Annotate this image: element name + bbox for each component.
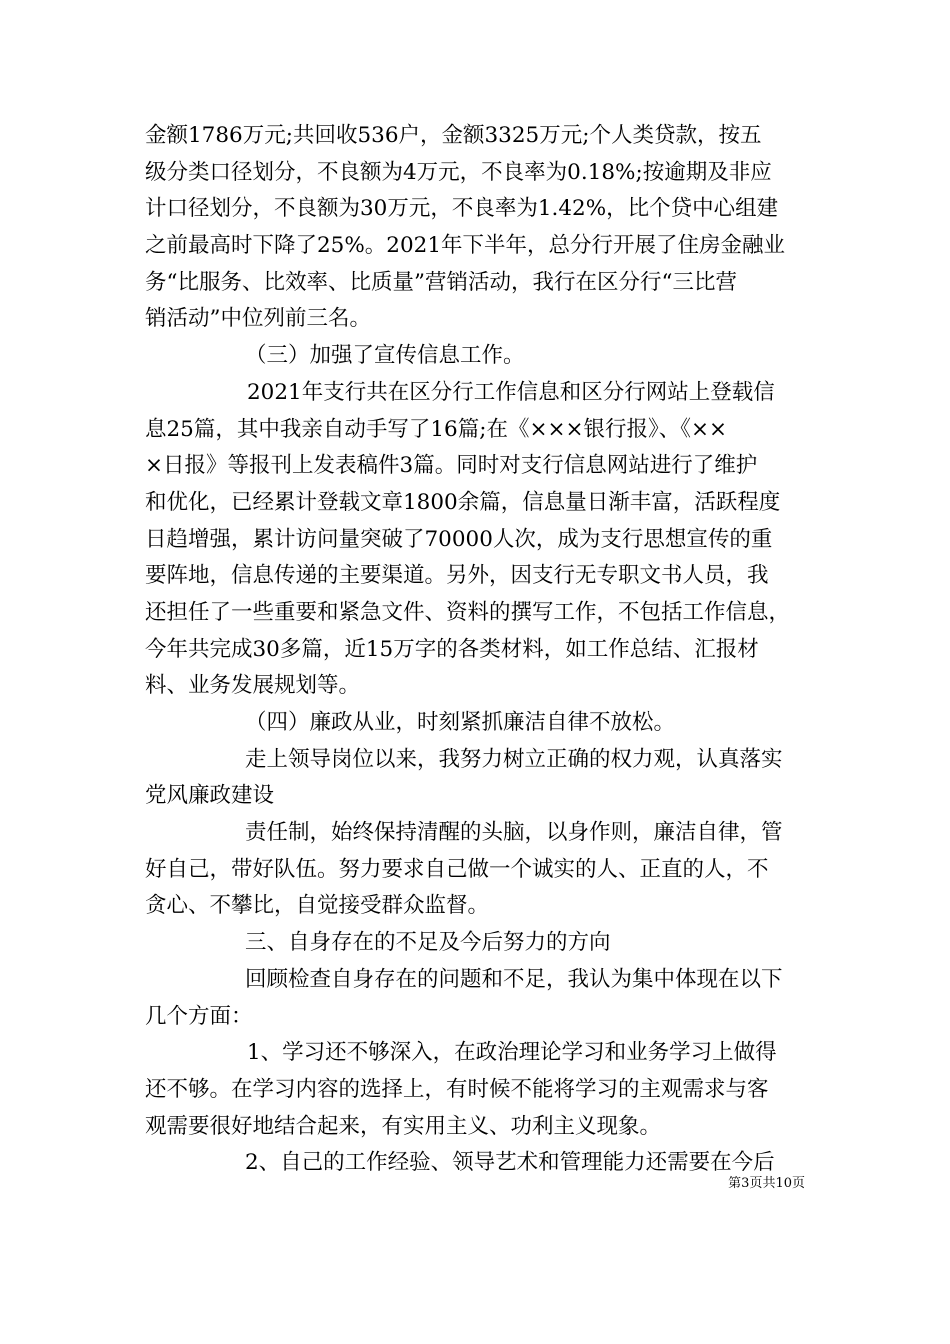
text-line: 日趋增强，累计访问量突破了70000人次，成为支行思想宣传的重 — [145, 526, 773, 552]
text-line: 和优化，已经累计登载文章1800余篇，信息量日渐丰富，活跃程度 — [145, 489, 781, 515]
text-line: ×日报》等报刊上发表稿件3篇。同时对支行信息网站进行了维护 — [145, 453, 758, 479]
text-line: （三）加强了宣传信息工作。 — [245, 343, 525, 369]
text-line: 2、自己的工作经验、领导艺术和管理能力还需要在今后 — [245, 1150, 775, 1176]
text-line: 走上领导岗位以来，我努力树立正确的权力观，认真落实 — [245, 746, 783, 772]
text-line: （四）廉政从业，时刻紧抓廉洁自律不放松。 — [245, 710, 676, 735]
text-line: 贪心、不攀比，自觉接受群众监督。 — [145, 893, 490, 919]
text-line: 2021年支行共在区分行工作信息和区分行网站上登载信 — [247, 379, 775, 405]
text-line: 要阵地，信息传递的主要渠道。另外，因支行无专职文书人员，我 — [145, 563, 769, 589]
text-line: 之前最高时下降了25%。2021年下半年，总分行开展了住房金融业 — [145, 233, 786, 259]
text-line: 党风廉政建设 — [145, 783, 275, 809]
text-line: 回顾检查自身存在的问题和不足，我认为集中体现在以下 — [245, 966, 783, 992]
text-line: 三、自身存在的不足及今后努力的方向 — [245, 930, 611, 956]
document-body — [145, 118, 825, 1182]
text-line: 几个方面： — [145, 1003, 253, 1029]
page-number: 第3页共10页 — [728, 1176, 805, 1191]
text-line: 料、业务发展规划等。 — [145, 673, 361, 699]
text-line: 观需要很好地结合起来，有实用主义、功利主义现象。 — [145, 1113, 662, 1139]
text-line: 息25篇，其中我亲自动手写了16篇;在《×××银行报》、《×× — [145, 416, 728, 442]
text-line: 销活动”中位列前三名。 — [145, 306, 371, 332]
text-line: 还担任了一些重要和紧急文件、资料的撰写工作，不包括工作信息， — [145, 599, 791, 625]
text-line: 计口径划分，不良额为30万元，不良率为1.42%，比个贷中心组建 — [145, 196, 779, 222]
text-line: 金额1786万元;共回收536户，金额3325万元;个人类贷款，按五 — [145, 123, 762, 148]
text-line: 还不够。在学习内容的选择上，有时候不能将学习的主观需求与客 — [145, 1076, 769, 1102]
text-line: 好自己，带好队伍。努力要求自己做一个诚实的人、正直的人，不 — [145, 856, 769, 882]
text-line: 1、学习还不够深入，在政治理论学习和业务学习上做得 — [247, 1040, 777, 1066]
text-line: 今年共完成30多篇，近15万字的各类材料，如工作总结、汇报材 — [145, 636, 759, 662]
text-line: 务“比服务、比效率、比质量”营销活动，我行在区分行“三比营 — [145, 269, 737, 295]
text-line: 级分类口径划分，不良额为4万元，不良率为0.18%;按逾期及非应 — [145, 159, 772, 185]
text-line: 责任制，始终保持清醒的头脑，以身作则，廉洁自律，管 — [245, 820, 783, 846]
